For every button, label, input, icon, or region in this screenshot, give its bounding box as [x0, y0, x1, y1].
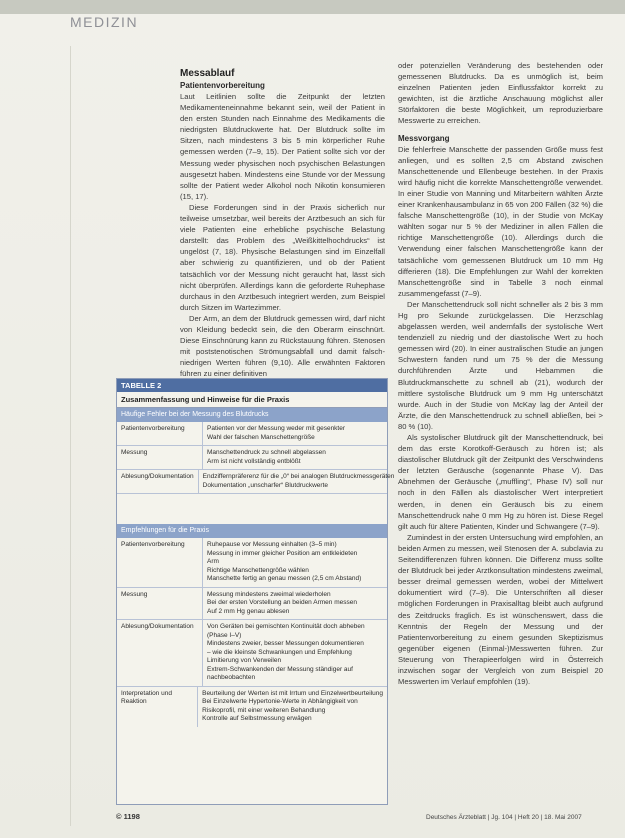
- table-row: [117, 422, 387, 446]
- table-subtitle: Zusammenfassung und Hinweise für die Praxis: [117, 392, 387, 408]
- paragraph: Zumindest in der ersten Untersuchung wird empfohlen, an beiden Armen zu messen, weil Stenosen der A. subclavia zu Seitendifferenzen führen können. Die Differenz muss sollte der Blutdruck bei jeder Arztkonsultation mindestens zweimal, besser dreimal gemessen werden, wobei der Mittelwert dokumentiert wird (7–9). Die Unterschriften all dieser möglichen Forderungen in Praxisalltag bleibt auch aufgrund des Zeitdrucks fraglich. Es ist wünschenswert, dass die Kenntnis der Regeln der Messung und der Patientenvorbereitung zu einem gesunden Skeptizismus gegenüber eigenen (Einmal-)Messwerten führen. Zur Steuerung von Therapieerfolgen wird in Österreich inzwischen sogar der Vergleich von zum Beispiel 20 Messwerten im Verlauf empfohlen (19).: [398, 532, 603, 687]
- paragraph: Laut Leitlinien sollte die Zeitpunkt der letzten Medikamenteneinnahme bekannt sein, weil der Patient in den ersten Stunden nach Einnahme des Medikaments die niedrigsten Blutdruckwerte hat. Der Blutdruck sollte im Sitzen, nach mindestens 3 bis 5 min körperlicher Ruhe gemessen werden (7–9, 15). Der Patient sollte sich vor der Messung weder physischen noch psychischen Belastungen ausgesetzt haben. Mindestens eine Stunde vor der Messung sollte der Patient weder Alkohol noch Nikotin konsumieren (15, 17).: [180, 92, 385, 201]
- row-line: Manschettendruck zu schnell abgelassen: [207, 449, 326, 456]
- row-key: Patientenvorbereitung: [117, 422, 203, 445]
- table-row: [117, 620, 387, 687]
- row-line: Beurteilung der Werten ist mit Irrtum und Einzelwertbeurteilung: [202, 689, 383, 697]
- table-row: [117, 687, 387, 727]
- top-band: [0, 0, 625, 14]
- heading-messablauf: Messablauf: [180, 68, 235, 79]
- row-value: [198, 687, 387, 727]
- paragraph: Die fehlerfreie Manschette der passenden Größe muss fest anliegen, und es sollten 2,5 cm Abstand zwischen Manschettenende und Ellenbeuge bestehen. In der Praxis wird häufig nicht die korrekte Manschettengröße verwendet. In einer Studie von Manning und Mitarbeitern wählten Ärzte einer Krankenhausambulanz in 65 von 200 Fällen (32 %) die falsche Manschettengröße (10), in der Studie von McKay wählten sogar nur 5 % der Mediziner in allen Fällen die richtige Manschettengröße (10). Allerdings durch die Verwendung einer falschen Manschettengröße kann der tatsächliche vom gemessenen Blutdruck um 10 mm Hg differieren (18). Die Empfehlungen zur Wahl der korrekten Manschettengröße sind in Tabelle 3 noch einmal zusammengefasst (7–9).: [398, 144, 603, 298]
- row-value: [199, 470, 399, 493]
- row-value: [203, 446, 387, 469]
- row-line: Richtige Manschettengröße wählen: [207, 566, 309, 574]
- row-line: Kontrolle auf Selbstmessung erwägen: [202, 715, 312, 722]
- right-column: [398, 60, 603, 687]
- row-line: Von Geräten bei gemischten Kontinuität doch abheben: [207, 623, 365, 630]
- row-line: – wie die kleinste Schwankungen und Empfehlung: [207, 648, 352, 656]
- row-line: Arm ist nicht vollständig entblößt: [207, 457, 301, 465]
- table-2: [116, 378, 395, 805]
- row-key: Messung: [117, 446, 203, 469]
- paragraph: Diese Forderungen sind in der Praxis sicherlich nur teilweise umsetzbar, weil bereits der Arztbesuch an sich für viele Patienten eine erhebliche psychische Belastung darstellt: das Problem des „Weißkittelhochdrucks“ ist ungelöst (7, 18). Physische Belastungen sind im Einzelfall aber schwierig zu quantifizieren, und ob der Patient tatsächlich vor der Messung nicht geraucht hat, lässt sich nicht überprüfen. Allerdings kann die geforderte Ruhephase durchaus in den Arztbesuch integriert werden, zum Beispiel durch Sitzen im Wartezimmer.: [180, 202, 385, 312]
- row-line: Messung in immer gleicher Position am entkleideten: [207, 549, 358, 557]
- table-section-recommendations: [117, 538, 387, 727]
- left-column: [180, 68, 385, 379]
- row-line: Bei der ersten Vorstellung an beiden Armen messen: [207, 599, 357, 606]
- row-line: Extrem-Schwankenden der Messung ständiger auf: [207, 665, 353, 673]
- row-line: Mindestens zweier, besser Messungen dokumentieren: [207, 640, 364, 647]
- journal-citation: Deutsches Ärzteblatt | Jg. 104 | Heft 20 | 18. Mai 2007: [426, 814, 582, 821]
- paragraph: Als systolischer Blutdruck gilt der Manschettendruck, bei dem das erste Korotkoff-Geräusch zu hören ist; als diastolischer Blutdruck gilt der Zeitpunkt des Verschwindens der letzten Geräusche (sogenannte Phase V). Das Abnehmen der Geräusche („muffling“, Phase IV) soll nur noch in den Fällen als diastolischer Wert interpretiert werden, in denen ein Geräusch bis zu einem Manschettendruck nahe 0 mm Hg zu hören ist. Diese Regel gilt auch für ältere Patienten, Kinder und Schwangere (7–9).: [398, 433, 603, 531]
- row-value: [203, 538, 387, 587]
- row-line: Arm: [207, 558, 219, 565]
- subheading-patientenvorbereitung: Patientenvorbereitung: [180, 81, 265, 90]
- heading-messvorgang: Messvorgang: [398, 133, 450, 143]
- section-label: MEDIZIN: [70, 14, 139, 30]
- row-line: Patienten vor der Messung weder mit gesenkter: [207, 425, 346, 432]
- row-value: [203, 620, 387, 686]
- row-line: Bei Einzelwerte Hypertonie-Werte in Abhängigkeit von: [202, 698, 358, 705]
- row-key: Patientenvorbereitung: [117, 538, 203, 587]
- table-row: [117, 538, 387, 588]
- row-line: Auf 2 mm Hg genau ablesen: [207, 607, 290, 615]
- row-value: [203, 422, 387, 445]
- row-line: Limitierung von Verweilen: [207, 657, 282, 664]
- row-line: Messung mindestens zweimal wiederholen: [207, 590, 331, 598]
- table-section-errors: [117, 422, 395, 494]
- page-number: © 1198: [116, 812, 140, 821]
- table-row: [117, 470, 395, 494]
- row-key: Ablesung/Dokumentation: [117, 470, 199, 493]
- row-key: Messung: [117, 588, 203, 620]
- table-band-recommendations: Empfehlungen für die Praxis: [117, 524, 387, 538]
- row-line: Ruhepause vor Messung einhalten (3–5 min): [207, 541, 337, 548]
- table-row: [117, 588, 387, 621]
- paragraph: Der Manschettendruck soll nicht schneller als 2 bis 3 mm Hg pro Sekunde zurückgelassen. Die Herzschlag abgelassen werden, weil andernfalls der systolische Wert tendenziell zu niedrig und der diastolische Wert zu hoch gemessen wird (20). In einer australischen Studie an jungen Schwestern fanden rund um 75 % der die Messung durchführenden Ärzte und Hebammen die Blutdruckmanschette zu schnell ab (21), wodurch der mittlere systolische Blutdruck um 9 mm Hg unterschätzt wurde. Auch in der Studie von McKay lag der Anteil der Ärzte, die den Manschettendruck zu schnell abließen, bei > 80 % (10).: [398, 299, 603, 431]
- row-line: Wahl der falschen Manschettengröße: [207, 433, 315, 441]
- row-line: nachbeobachten: [207, 674, 256, 681]
- page-gutter: [70, 46, 71, 826]
- row-key: Interpretation und Reaktion: [117, 687, 198, 727]
- paragraph: oder potenziellen Veränderung des bestehenden oder gemessenen Blutdrucks. Da es unmöglich ist, beim einzelnen Patienten jeden Einflussfaktor korrekt zu gewichten, ist die ärztliche Anschauung möglichst aller Störfaktoren die beste Möglichkeit, um reproduzierbare Messwerte zu erreichen.: [398, 61, 603, 126]
- row-value: [203, 588, 387, 620]
- row-key: Ablesung/Dokumentation: [117, 620, 203, 686]
- row-line: Dokumentation „unscharfer“ Blutdruckwerte: [202, 481, 329, 489]
- row-line: Risikoprofil, mit einer weiteren Behandlung: [202, 706, 326, 714]
- paragraph: Der Arm, an dem der Blutdruck gemessen wird, darf nicht von Kleidung bedeckt sein, die den Oberarm einschnürt. Diese Einschnürung kann zu Rückstauung führen. Stenosen mit poststenotischen Strömungsabfall und damit falsch-niedrigen Werten führen (9,10). Alle erwähnten Faktoren führen zu einer definitiven: [180, 313, 385, 379]
- table-row: [117, 446, 387, 470]
- row-line: Endziffernpräferenz für die „0“ bei analogen Blutdruckmessgeräten: [202, 473, 395, 480]
- table-title: TABELLE 2: [117, 379, 387, 392]
- row-line: Manschette fertig an genau messen (2,5 cm Abstand): [207, 575, 362, 582]
- row-line: (Phase I–V): [207, 631, 242, 639]
- table-band-errors: Häufige Fehler bei der Messung des Blutdrucks: [117, 408, 387, 422]
